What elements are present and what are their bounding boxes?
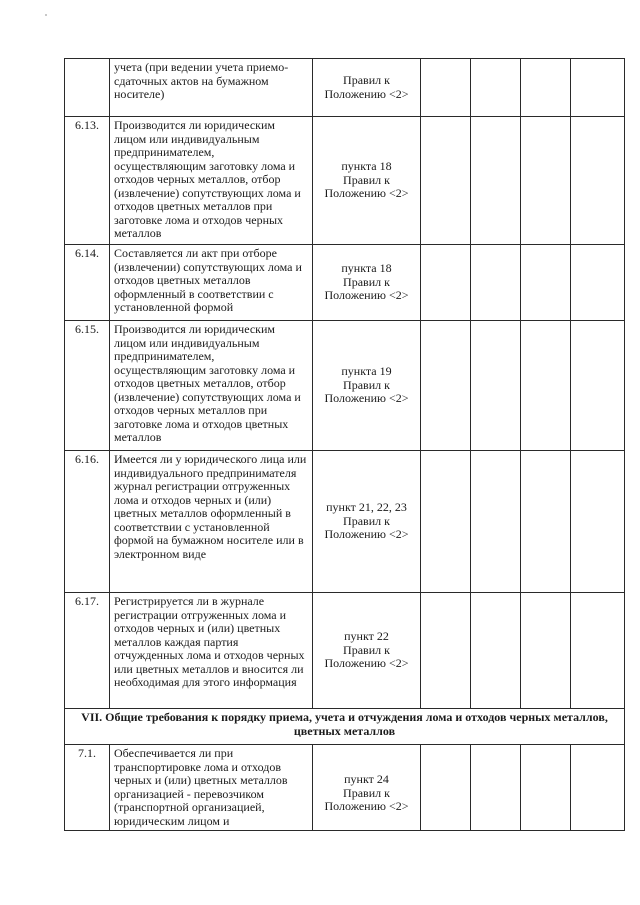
answer-cell-na: [521, 245, 571, 321]
answer-cell-note: [571, 245, 625, 321]
reference-line: Правил к: [343, 73, 390, 87]
table-row: [65, 593, 625, 709]
answer-cell-na: [521, 593, 571, 709]
question-text: Обеспечивается ли при транспортировке лома и отходов черных и (или) цветных металлов организацией - перевозчиком (транспортной организацией, юридическим лицом и: [110, 745, 313, 831]
reference-line: Положению <2>: [324, 391, 409, 406]
legal-reference: [313, 321, 421, 451]
reference-line: Положению <2>: [324, 86, 409, 101]
reference-line: пункта 19: [341, 364, 392, 379]
question-text: Имеется ли у юридического лица или индивидуального предпринимателя журнал регистрации отгруженных лома и отходов черных и (или) цветных металлов оформленный в соответствии с установленной формой на бумажном носителе или в электронном виде: [110, 451, 313, 593]
legal-reference: [313, 245, 421, 321]
answer-cell-yes: [421, 117, 471, 245]
reference-line: Положению <2>: [324, 186, 409, 201]
answer-cell-na: [521, 117, 571, 245]
row-number: 6.15.: [65, 321, 110, 451]
reference-line: Правил к: [343, 513, 390, 528]
row-number: 6.13.: [65, 117, 110, 245]
section-header-row: [65, 709, 625, 745]
reference-line: пункт 22: [344, 629, 389, 644]
table-row: [65, 59, 625, 117]
reference-line: Правил к: [343, 274, 390, 289]
reference-line: пункта 18: [341, 261, 392, 276]
answer-cell-yes: [421, 321, 471, 451]
reference-line: Положению <2>: [324, 527, 409, 542]
question-text: Производится ли юридическим лицом или индивидуальным предпринимателем, осуществляющим заготовку лома и отходов черных металлов, отбор (извлечение) сопутствующих лома и отходов цветных металлов при заготовке лома и отходов черных металлов: [110, 117, 313, 245]
row-number: 6.17.: [65, 593, 110, 709]
row-number: 6.16.: [65, 451, 110, 593]
row-number: 6.14.: [65, 245, 110, 321]
legal-reference: [313, 117, 421, 245]
row-number: 7.1.: [65, 745, 110, 831]
table-row: [65, 321, 625, 451]
answer-cell-note: [571, 451, 625, 593]
answer-cell-na: [521, 745, 571, 831]
reference-line: пункт 21, 22, 23: [326, 500, 407, 515]
legal-reference: [313, 745, 421, 831]
answer-cell-no: [471, 745, 521, 831]
reference-line: пункт 24: [344, 772, 389, 787]
reference-line: Правил к: [343, 172, 390, 187]
legal-reference: [313, 59, 421, 117]
answer-cell-no: [471, 245, 521, 321]
question-text: учета (при ведении учета приемо-сдаточных актов на бумажном носителе): [110, 59, 313, 117]
answer-cell-no: [471, 321, 521, 451]
answer-cell-no: [471, 593, 521, 709]
scan-speck: [45, 14, 47, 16]
answer-cell-yes: [421, 59, 471, 117]
answer-cell-note: [571, 593, 625, 709]
table-row: [65, 117, 625, 245]
answer-cell-na: [521, 321, 571, 451]
answer-cell-na: [521, 451, 571, 593]
answer-cell-note: [571, 59, 625, 117]
table-row: [65, 745, 625, 831]
reference-line: пункта 18: [341, 159, 392, 174]
legal-reference: [313, 451, 421, 593]
reference-line: Правил к: [343, 642, 390, 657]
question-text: Производится ли юридическим лицом или индивидуальным предпринимателем, осуществляющим заготовку лома и отходов цветных металлов, отбор (извлечение) сопутствующих лома и отходов черных металлов при заготовке лома и отходов цветных металлов: [110, 321, 313, 451]
answer-cell-na: [521, 59, 571, 117]
answer-cell-note: [571, 745, 625, 831]
answer-cell-no: [471, 117, 521, 245]
answer-cell-yes: [421, 745, 471, 831]
question-text: Регистрируется ли в журнале регистрации отгруженных лома и отходов черных и (или) цветных металлов каждая партия отчужденных лома и отходов черных или цветных металлов и вносится ли необходимая для этого информация: [110, 593, 313, 709]
section-title: VII. Общие требования к порядку приема, учета и отчуждения лома и отходов черных металлов, цветных металлов: [65, 709, 625, 745]
reference-line: Положению <2>: [324, 288, 409, 303]
reference-line: Положению <2>: [324, 799, 409, 814]
question-text: Составляется ли акт при отборе (извлечении) сопутствующих лома и отходов цветных металлов оформленный в соответствии с установленной формой: [110, 245, 313, 321]
answer-cell-yes: [421, 245, 471, 321]
answer-cell-note: [571, 321, 625, 451]
answer-cell-no: [471, 59, 521, 117]
answer-cell-no: [471, 451, 521, 593]
reference-line: Правил к: [343, 377, 390, 392]
legal-reference: [313, 593, 421, 709]
reference-line: Правил к: [343, 785, 390, 800]
answer-cell-note: [571, 117, 625, 245]
reference-line: Положению <2>: [324, 656, 409, 671]
answer-cell-yes: [421, 593, 471, 709]
answer-cell-yes: [421, 451, 471, 593]
row-number: [65, 59, 110, 117]
table-row: [65, 451, 625, 593]
table-row: [65, 245, 625, 321]
checklist-table: [64, 58, 625, 831]
